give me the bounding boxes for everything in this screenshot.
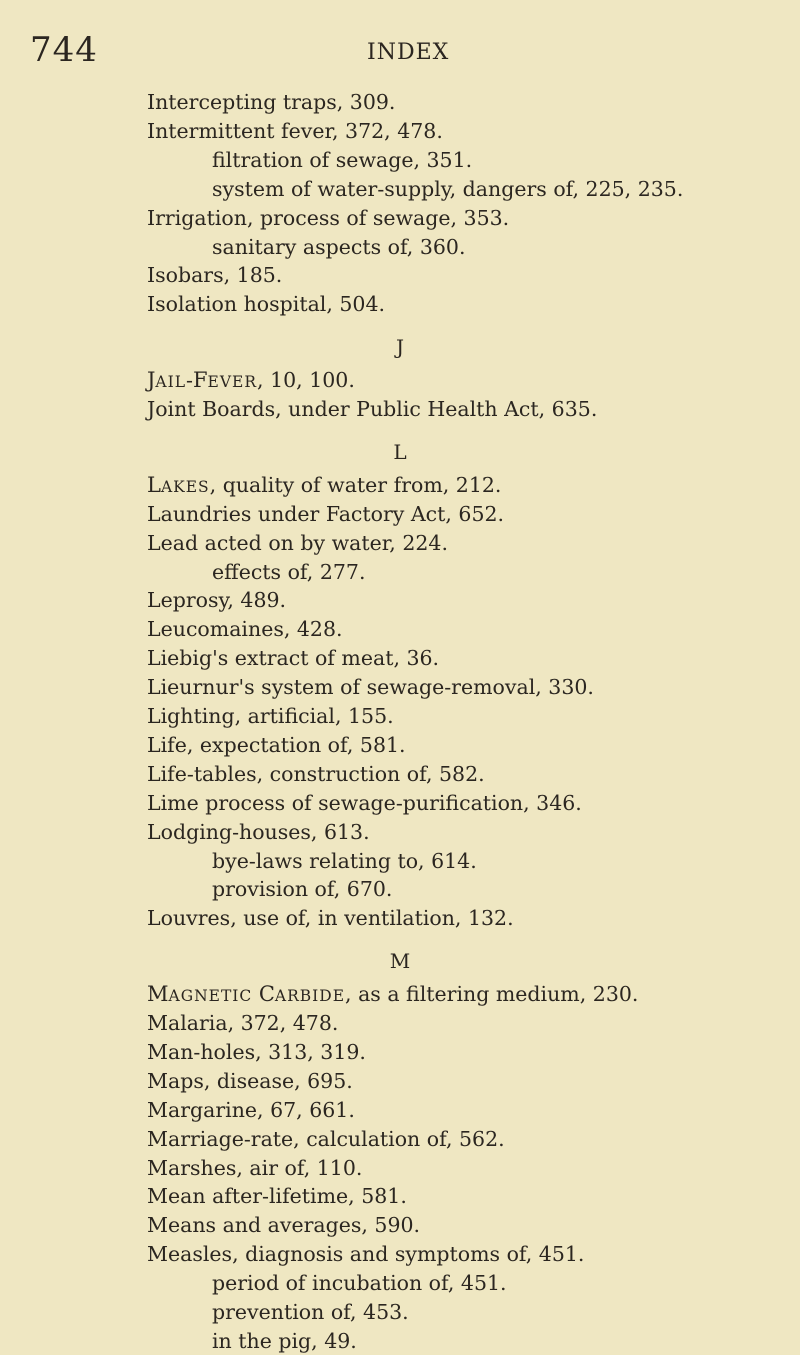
index-entry: Life-tables, construction of, 582. (147, 761, 485, 786)
index-subentry: filtration of sewage, 351. (212, 147, 473, 172)
index-entry (147, 471, 501, 501)
section-letter: M (389, 949, 411, 974)
entry-heading-smallcaps: MAGNETIC CARBIDE (147, 982, 346, 1007)
index-subentry: sanitary aspects of, 360. (212, 234, 466, 259)
index-entry: Isolation hospital, 504. (147, 292, 386, 317)
index-entry: Lieurnur's system of sewage-removal, 330. (147, 675, 594, 700)
index-subentry: system of water-supply, dangers of, 225, 235. (212, 176, 684, 201)
index-entry: Joint Boards, under Public Health Act, 635. (147, 397, 598, 421)
entry-heading-smallcaps: JAIL-FEVER (147, 368, 258, 393)
index-subentry: bye-laws relating to, 614. (212, 848, 477, 873)
entry-text: , 10, 100. (257, 368, 355, 393)
index-entry: Lead acted on by water, 224. (147, 530, 448, 555)
index-entry: Malaria, 372, 478. (147, 1011, 339, 1035)
index-entry: Lime process of sewage-purification, 346. (147, 790, 582, 815)
index-entry: Irrigation, process of sewage, 353. (147, 205, 510, 230)
index-entry: Mean after-lifetime, 581. (147, 1184, 407, 1209)
index-entry: Louvres, use of, in ventilation, 132. (147, 906, 514, 931)
index-entry: Life, expectation of, 581. (147, 732, 406, 757)
entry-text: , quality of water from, 212. (209, 472, 502, 497)
index-entry: Margarine, 67, 661. (147, 1097, 355, 1122)
index-entry: Leucomaines, 428. (147, 617, 343, 642)
index-subentry: period of incubation of, 451. (212, 1271, 507, 1296)
section-letter: J (395, 335, 405, 360)
index-entry: Liebig's extract of meat, 36. (147, 646, 440, 671)
index-subentry: provision of, 670. (212, 877, 393, 902)
entry-text: , as a filtering medium, 230. (345, 982, 639, 1007)
index-entry: Marriage-rate, calculation of, 562. (147, 1126, 505, 1151)
index-entry: Maps, disease, 695. (147, 1068, 353, 1093)
index-entry: Measles, diagnosis and symptoms of, 451. (147, 1242, 585, 1267)
index-subentry: prevention of, 453. (212, 1300, 409, 1324)
index-entry (147, 980, 638, 1010)
index-entry: Man-holes, 313, 319. (147, 1039, 366, 1064)
running-head: INDEX (367, 40, 450, 65)
index-subentry: in the pig, 49. (212, 1328, 357, 1353)
section-letter: L (393, 439, 407, 464)
index-entry: Intermittent fever, 372, 478. (147, 118, 443, 143)
index-entry: Isobars, 185. (147, 263, 283, 288)
entry-heading-smallcaps: LAKES (147, 472, 210, 497)
page-number: 744 (30, 30, 98, 70)
index-entry: Lighting, artificial, 155. (147, 704, 394, 728)
index-entry: Leprosy, 489. (147, 588, 287, 613)
index-subentry: effects of, 277. (212, 559, 366, 584)
index-entry: Laundries under Factory Act, 652. (147, 501, 505, 526)
index-entry: Marshes, air of, 110. (147, 1155, 363, 1180)
index-entry: Lodging-houses, 613. (147, 819, 370, 844)
index-entry (147, 366, 355, 396)
index-entry: Means and averages, 590. (147, 1213, 421, 1238)
index-entry: Intercepting traps, 309. (147, 90, 396, 114)
